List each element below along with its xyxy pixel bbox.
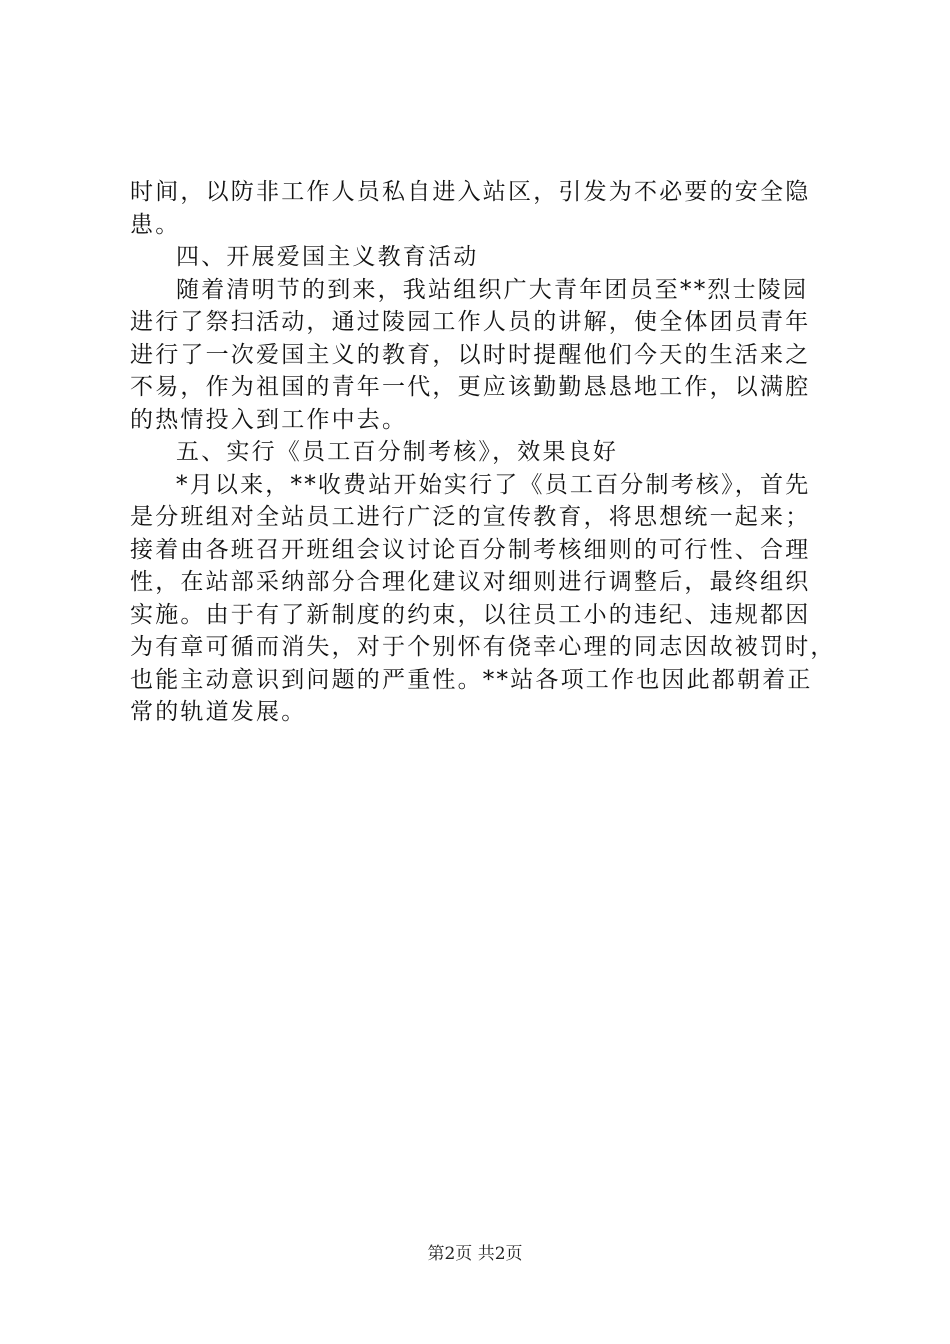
text-line: 进行了祭扫活动，通过陵园工作人员的讲解，使全体团员青年	[130, 309, 811, 335]
document-body	[130, 176, 836, 729]
section-heading: 五、实行《员工百分制考核》，效果良好	[176, 439, 619, 465]
text-line: 患。	[130, 211, 181, 238]
text-line: 不易，作为祖国的青年一代，更应该勤勤恳恳地工作，以满腔	[130, 374, 811, 400]
text-line: 性，在站部采纳部分合理化建议对细则进行调整后，最终组织	[130, 569, 811, 595]
text-line: 实施。由于有了新制度的约束，以往员工小的违纪、违规都因	[130, 601, 811, 628]
text-line: 是分班组对全站员工进行广泛的宣传教育，将思想统一起来；	[130, 504, 811, 530]
text-line: 接着由各班召开班组会议讨论百分制考核细则的可行性、合理	[130, 536, 811, 563]
text-line: 的热情投入到工作中去。	[130, 406, 408, 433]
text-line: 进行了一次爱国主义的教育，以时时提醒他们今天的生活来之	[130, 341, 811, 368]
text-line: 随着清明节的到来，我站组织广大青年团员至**烈士陵园	[176, 276, 809, 303]
text-line: 也能主动意识到问题的严重性。**站各项工作也因此都朝着正	[130, 666, 813, 693]
text-line: 时间，以防非工作人员私自进入站区，引发为不必要的安全隐	[130, 179, 811, 205]
section-heading: 四、开展爱国主义教育活动	[176, 244, 479, 270]
text-line: 为有章可循而消失，对于个别怀有侥幸心理的同志因故被罚时，	[130, 634, 836, 660]
text-line: 常的轨道发展。	[130, 699, 307, 725]
page-number-footer: 第2页 共2页	[427, 1244, 523, 1264]
text-line: *月以来，**收费站开始实行了《员工百分制考核》，首先	[176, 471, 811, 498]
